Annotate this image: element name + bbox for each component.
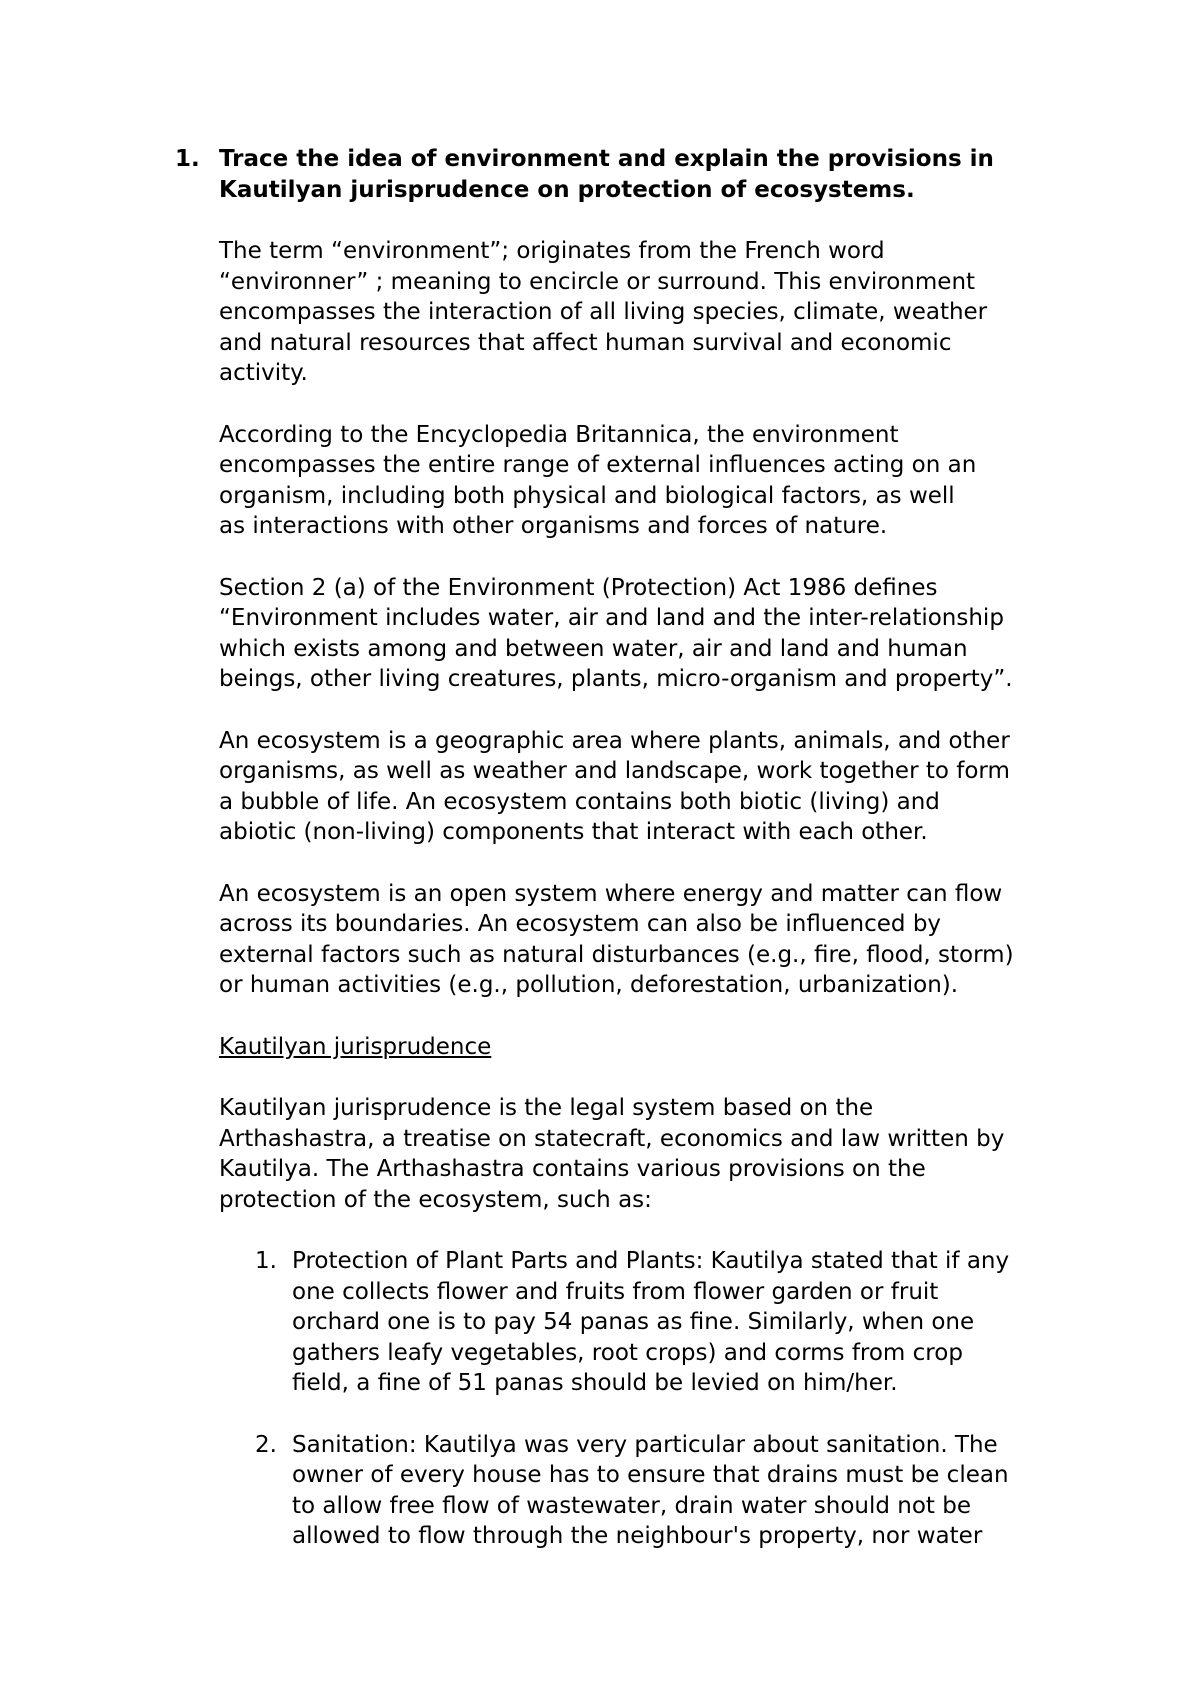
paragraph-act-1986: Section 2 (a) of the Environment (Protection) Act 1986 defines “Environment includes water, air and land and the inter-relationship which exists among and between water, air and land and human beings, other living creatures, plants, micro-organism and property”. bbox=[219, 574, 1013, 692]
list-item-number: 2. bbox=[255, 1431, 277, 1458]
question-number: 1. bbox=[175, 146, 200, 172]
section-heading: Kautilyan jurisprudence bbox=[219, 1033, 492, 1060]
list-item-text: Protection of Plant Parts and Plants: Kautilya stated that if any one collects flower and fruits from flower garden or fruit orchard one is to pay 54 panas as fine. Similarly, when one gathers leafy vegetables, root crops) and corms from crop field, a fine of 51 panas should be levied on him/her. bbox=[292, 1248, 1010, 1396]
list-item bbox=[255, 1246, 1075, 1399]
list-item-number: 1. bbox=[255, 1248, 277, 1274]
paragraph-open-system: An ecosystem is an open system where energy and matter can flow across its boundaries. An ecosystem can also be influenced by external factors such as natural disturbances (e.g., fire, flood, storm) or human activities (e.g., pollution, deforestation, urbanization). bbox=[219, 880, 1014, 998]
question-heading bbox=[175, 144, 1075, 205]
answer-body bbox=[219, 205, 1075, 1552]
section-intro: Kautilyan jurisprudence is the legal system based on the Arthashastra, a treatise on statecraft, economics and law written by Kautilya. The Arthashastra contains various provisions on the protection of the ecosystem, such as: bbox=[219, 1095, 1005, 1213]
paragraph-ecosystem-definition: An ecosystem is a geographic area where plants, animals, and other organisms, as well as weather and landscape, work together to form a bubble of life. An ecosystem contains both biotic (living) and abiotic (non-living) components that interact with each other. bbox=[219, 727, 1010, 845]
document-content bbox=[175, 144, 1075, 1552]
list-item-text: Sanitation: Kautilya was very particular about sanitation. The owner of every house has to ensure that drains must be clean to allow free flow of wastewater, drain water should not be allowed to flow through the neighbour's property, nor water bbox=[292, 1431, 1009, 1549]
paragraph-environment-origin: The term “environment”; originates from the French word “environner” ; meaning to encircle or surround. This environment encompasses the interaction of all living species, climate, weather and natural resources that affect human survival and economic activity. bbox=[219, 238, 988, 386]
question-text: Trace the idea of environment and explain the provisions in Kautilyan jurisprudence on protection of ecosystems. bbox=[219, 146, 994, 203]
list-item bbox=[255, 1430, 1075, 1552]
paragraph-britannica: According to the Encyclopedia Britannica, the environment encompasses the entire range of external influences acting on an organism, including both physical and biological factors, as well as interactions with other organisms and forces of nature. bbox=[219, 421, 977, 539]
